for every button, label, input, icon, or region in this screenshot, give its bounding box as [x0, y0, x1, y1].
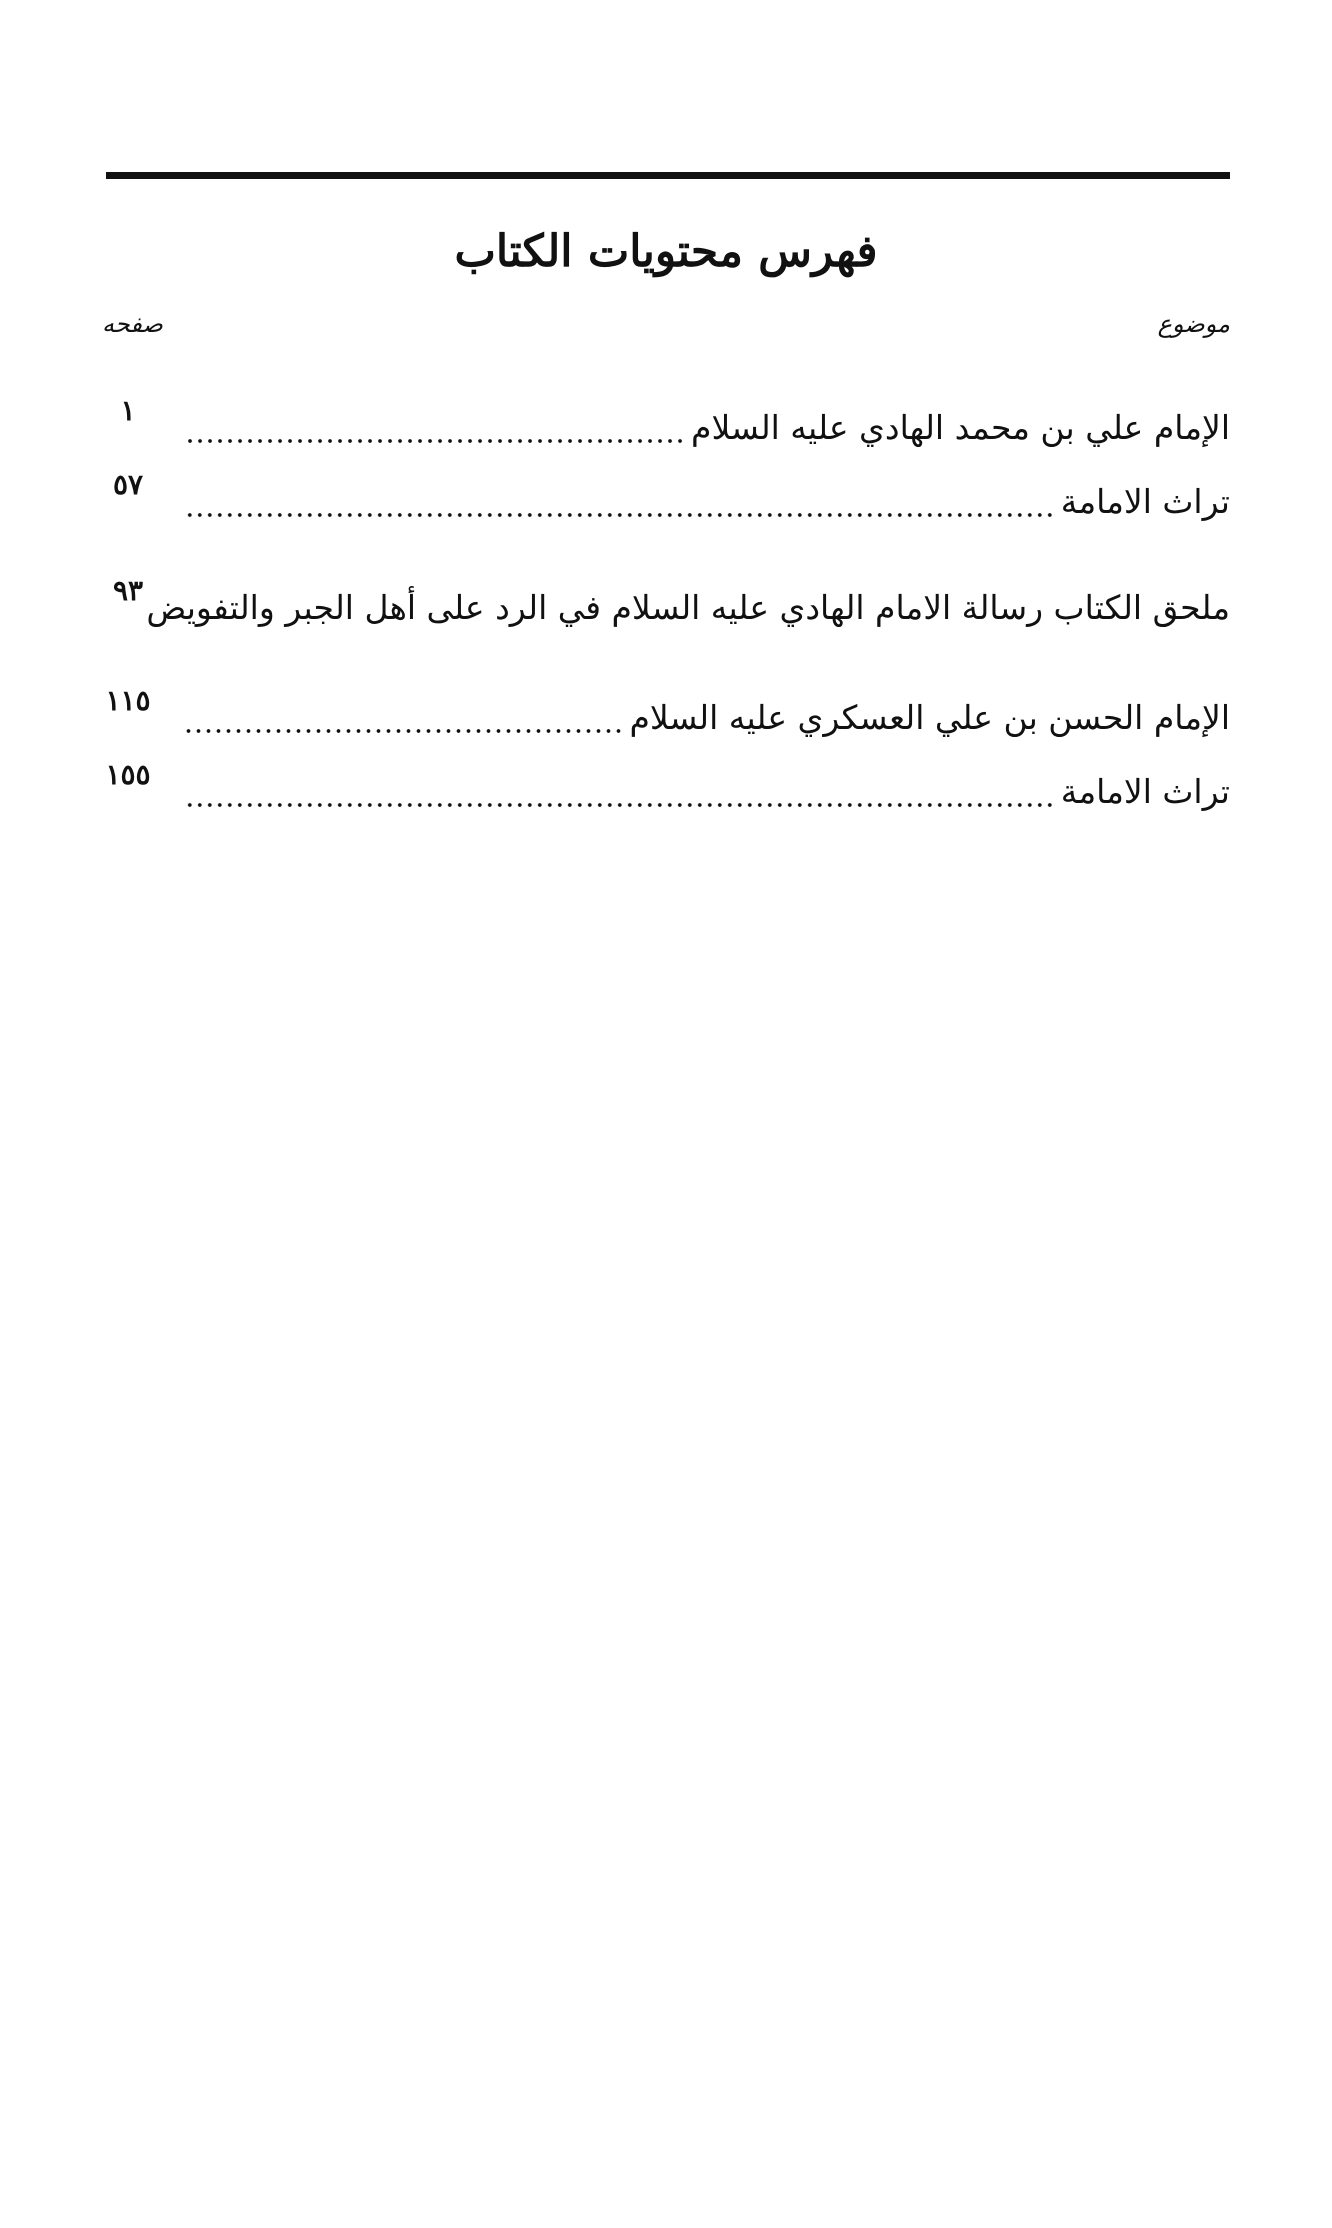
dot-leader: [186, 728, 630, 746]
toc-entry-page: ١١٥: [105, 684, 151, 717]
toc-entry-title: تراث الامامة: [1060, 772, 1230, 811]
toc-entry[interactable]: [100, 684, 1230, 746]
toc-entry-title: الإمام علي بن محمد الهادي عليه السلام: [691, 408, 1230, 447]
page-column-header: صفحه: [102, 310, 163, 338]
dot-leader: [186, 802, 1061, 820]
dot-leader: [186, 512, 1061, 530]
page-title: فهرس محتويات الكتاب: [454, 226, 878, 277]
toc-entry-title: الإمام الحسن بن علي العسكري عليه السلام: [629, 698, 1230, 737]
toc-entry-page: ٩٣: [112, 574, 144, 607]
toc-entry[interactable]: [100, 394, 1230, 456]
toc-entry[interactable]: [100, 758, 1230, 820]
topic-column-header: موضوع: [1157, 310, 1230, 338]
top-rule: [106, 172, 1230, 179]
toc-entry[interactable]: [100, 574, 1230, 636]
toc-entry-page: ١٥٥: [105, 758, 151, 791]
toc-entry-title: ملحق الكتاب رسالة الامام الهادي عليه السلام في الرد على أهل الجبر والتفويض: [146, 588, 1230, 627]
toc-entry-page: ١: [120, 394, 136, 427]
toc-entry[interactable]: [100, 468, 1230, 530]
dot-leader: [140, 618, 146, 636]
toc-entry-page: ٥٧: [112, 468, 144, 501]
toc-entry-title: تراث الامامة: [1060, 482, 1230, 521]
dot-leader: [186, 438, 691, 456]
